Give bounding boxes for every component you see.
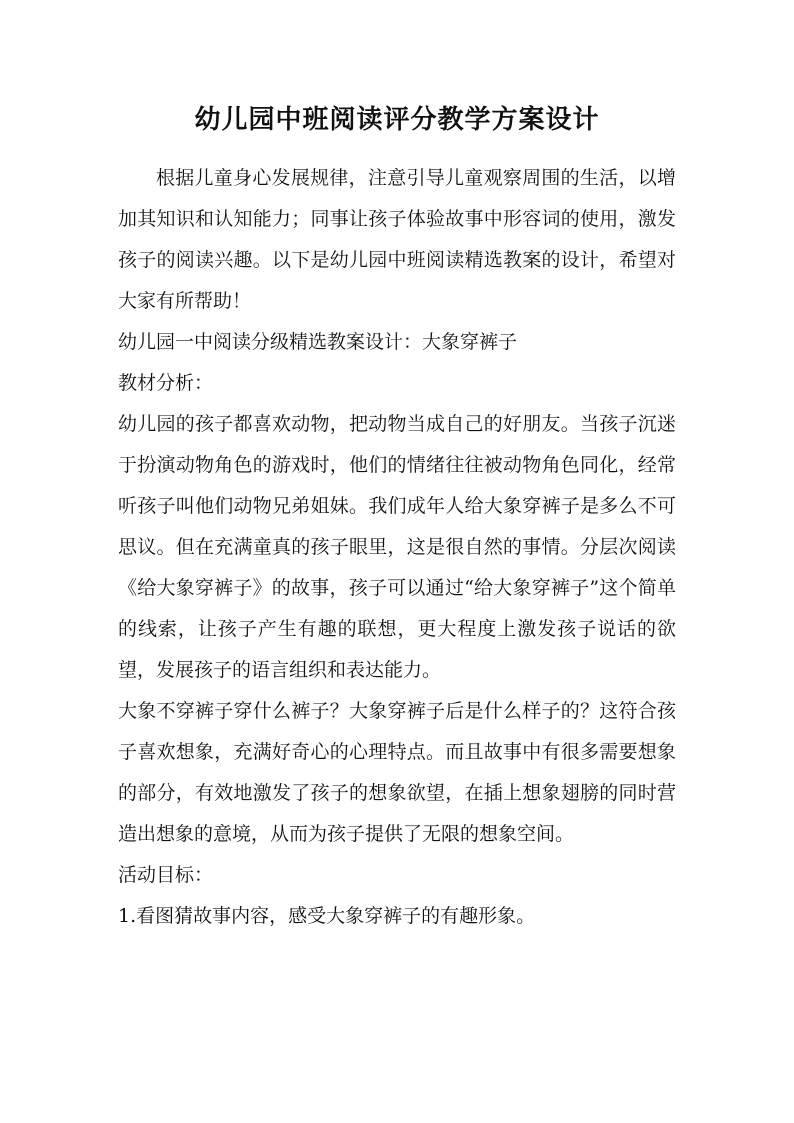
activity-goal-item-1: 1.看图猜故事内容，感受大象穿裤子的有趣形象。 <box>118 905 536 927</box>
section-heading-activity-goals: 活动目标： <box>118 864 214 886</box>
material-analysis-paragraph-2: 大象不穿裤子穿什么裤子？大象穿裤子后是什么样子的？这符合孩子喜欢想象，充满好奇心的心理特点。而且故事中有很多需要想象的部分，有效地激发了孩子的想象欲望，在插上想象翅膀的同时营造出想象的意境，从而为孩子提供了无限的想象空间。 <box>118 700 676 845</box>
material-analysis-paragraph-1: 幼儿园的孩子都喜欢动物，把动物当成自己的好朋友。当孩子沉迷于扮演动物角色的游戏时，他们的情绪往往被动物角色同化，经常听孩子叫他们动物兄弟姐妹。我们成年人给大象穿裤子是多么不可思议。但在充满童真的孩子眼里，这是很自然的事情。分层次阅读《给大象穿裤子》的故事，孩子可以通过“给大象穿裤子”这个简单的线索，让孩子产生有趣的联想，更大程度上激发孩子说话的欲望，发展孩子的语言组织和表达能力。 <box>118 413 676 681</box>
document-body <box>118 158 676 937</box>
document-title: 幼儿园中班阅读评分教学方案设计 <box>194 105 600 135</box>
intro-paragraph: 根据儿童身心发展规律，注意引导儿童观察周围的生活，以增加其知识和认知能力；同事让孩子体验故事中形容词的使用，激发孩子的阅读兴趣。以下是幼儿园中班阅读精选教案的设计，希望对大家有所帮助！ <box>118 167 676 312</box>
lesson-heading: 幼儿园一中阅读分级精选教案设计：大象穿裤子 <box>118 331 518 353</box>
section-heading-material-analysis: 教材分析： <box>118 372 214 394</box>
